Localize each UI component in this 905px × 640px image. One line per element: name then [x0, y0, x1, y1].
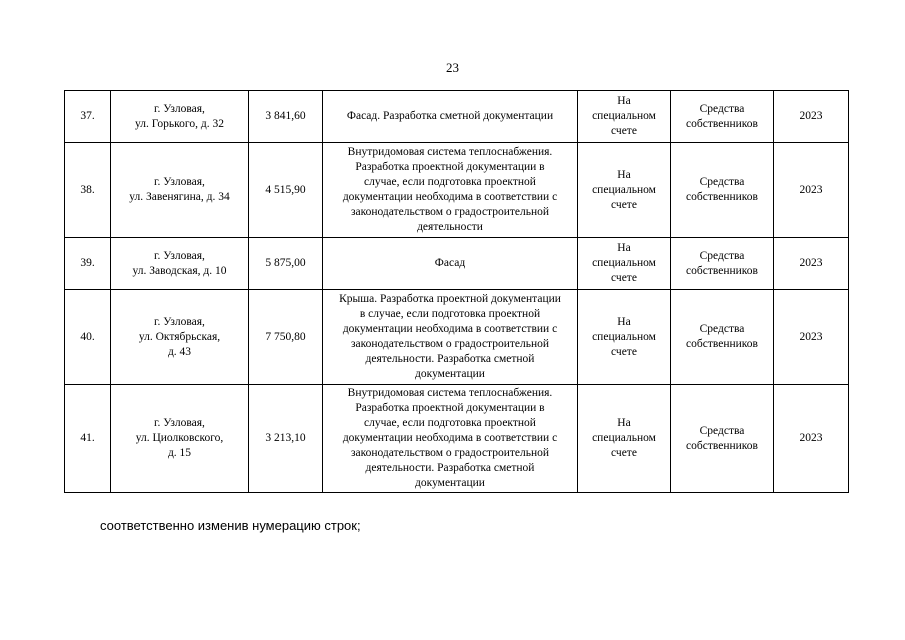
work-type-cell	[323, 290, 578, 385]
cell-text-line: Фасад	[434, 257, 466, 269]
cell-text-line: Внутридомовая система теплоснабжения.	[347, 387, 553, 399]
row-number: 41.	[65, 385, 111, 493]
cell-text-line: собственников	[686, 191, 758, 203]
row-number: 38.	[65, 143, 111, 238]
cost-cell: 3 213,10	[249, 385, 323, 493]
funding-source-cell	[671, 143, 774, 238]
cell-text-line: деятельности	[417, 221, 483, 233]
row-number: 39.	[65, 238, 111, 290]
cell-text-line: г. Узловая,	[154, 315, 205, 328]
cell-text-line: счете	[611, 125, 637, 137]
cell-text-line: г. Узловая,	[154, 176, 205, 188]
account-cell	[578, 238, 671, 290]
cell-text-line: собственников	[686, 117, 758, 130]
funding-source-cell	[671, 385, 774, 493]
cell-text-line: д. 15	[167, 447, 192, 459]
cost-cell: 3 841,60	[249, 91, 323, 143]
cell-text-line: в случае, если подготовка проектной	[359, 308, 541, 320]
cost-cell: 7 750,80	[249, 290, 323, 385]
cell-text-line: специальном	[592, 257, 656, 269]
account-cell	[578, 143, 671, 238]
cell-text-line: г. Узловая,	[154, 249, 205, 262]
account-cell	[578, 385, 671, 493]
work-type-cell	[323, 385, 578, 493]
address-cell	[111, 238, 249, 290]
cell-text-line: На	[617, 95, 631, 107]
cost-cell: 5 875,00	[249, 238, 323, 290]
year-cell: 2023	[774, 91, 849, 143]
cost-cell: 4 515,90	[249, 143, 323, 238]
table-row	[65, 91, 849, 143]
cell-text-line: счете	[611, 345, 637, 358]
cell-text-line: ул. Циолковского,	[135, 432, 224, 444]
table-row	[65, 238, 849, 290]
funding-source-cell	[671, 238, 774, 290]
cell-text-line: собственников	[686, 439, 758, 452]
cell-text-line: специальном	[592, 110, 656, 122]
cell-text-line: Внутридомовая система теплоснабжения.	[347, 146, 553, 158]
address-cell	[111, 290, 249, 385]
cell-text-line: законодательством о градостроительной	[350, 338, 550, 350]
cell-text-line: д. 43	[167, 345, 192, 358]
cell-text-line: Средства	[699, 424, 745, 437]
cell-text-line: На	[617, 168, 631, 181]
cell-text-line: счете	[611, 198, 637, 211]
year-cell: 2023	[774, 143, 849, 238]
cell-text-line: г. Узловая,	[154, 417, 205, 429]
cell-text-line: счете	[611, 272, 637, 284]
cell-text-line: На	[617, 315, 631, 328]
table-row	[65, 290, 849, 385]
year-cell: 2023	[774, 290, 849, 385]
work-type-cell	[323, 238, 578, 290]
cell-text-line: документации	[415, 477, 485, 489]
cell-text-line: г. Узловая,	[154, 102, 205, 115]
cell-text-line: случае, если подготовка проектной	[364, 417, 536, 429]
cell-text-line: Средства	[699, 102, 745, 115]
cell-text-line: На	[617, 417, 631, 429]
table-row	[65, 385, 849, 493]
cell-text-line: деятельности. Разработка сметной	[365, 462, 535, 474]
funding-source-cell	[671, 91, 774, 143]
cell-text-line: специальном	[592, 330, 656, 343]
row-number: 40.	[65, 290, 111, 385]
cell-text-line: ул. Горького, д. 32	[135, 117, 224, 130]
cell-text-line: случае, если подготовка проектной	[364, 176, 536, 188]
cell-text-line: Средства	[699, 176, 745, 188]
work-type-cell	[323, 143, 578, 238]
cell-text-line: собственников	[686, 338, 758, 350]
cell-text-line: Разработка проектной документации в	[355, 161, 545, 173]
cell-text-line: ул. Заводская, д. 10	[132, 264, 227, 277]
table-body	[65, 91, 849, 493]
page-number: 23	[446, 60, 459, 75]
cell-text-line: Фасад. Разработка сметной документации	[346, 110, 554, 122]
cell-text-line: документации необходима в соответствии с	[342, 323, 558, 335]
account-cell	[578, 91, 671, 143]
row-number: 37.	[65, 91, 111, 143]
cell-text-line: специальном	[592, 183, 656, 196]
cell-text-line: документации необходима в соответствии с	[342, 432, 558, 444]
cell-text-line: законодательством о градостроительной	[350, 206, 550, 218]
cell-text-line: специальном	[592, 432, 656, 444]
cell-text-line: законодательством о градостроительной	[350, 447, 550, 459]
cell-text-line: деятельности. Разработка сметной	[365, 353, 535, 365]
repair-schedule-table	[64, 90, 849, 493]
footer-instruction: соответственно изменив нумерацию строк;	[100, 518, 361, 533]
cell-text-line: Средства	[699, 323, 745, 335]
cell-text-line: На	[617, 242, 631, 254]
cell-text-line: Разработка проектной документации в	[355, 402, 545, 414]
year-cell: 2023	[774, 238, 849, 290]
cell-text-line: Средства	[699, 249, 745, 262]
cell-text-line: ул. Завенягина, д. 34	[129, 191, 230, 203]
cell-text-line: ул. Октябрьская,	[138, 330, 221, 343]
address-cell	[111, 143, 249, 238]
address-cell	[111, 91, 249, 143]
cell-text-line: Крыша. Разработка проектной документации	[339, 293, 561, 305]
cell-text-line: документации	[415, 368, 485, 380]
funding-source-cell	[671, 290, 774, 385]
cell-text-line: счете	[611, 447, 637, 459]
account-cell	[578, 290, 671, 385]
cell-text-line: собственников	[686, 264, 758, 277]
cell-text-line: документации необходима в соответствии с	[342, 191, 558, 203]
year-cell: 2023	[774, 385, 849, 493]
work-type-cell	[323, 91, 578, 143]
table-row	[65, 143, 849, 238]
address-cell	[111, 385, 249, 493]
